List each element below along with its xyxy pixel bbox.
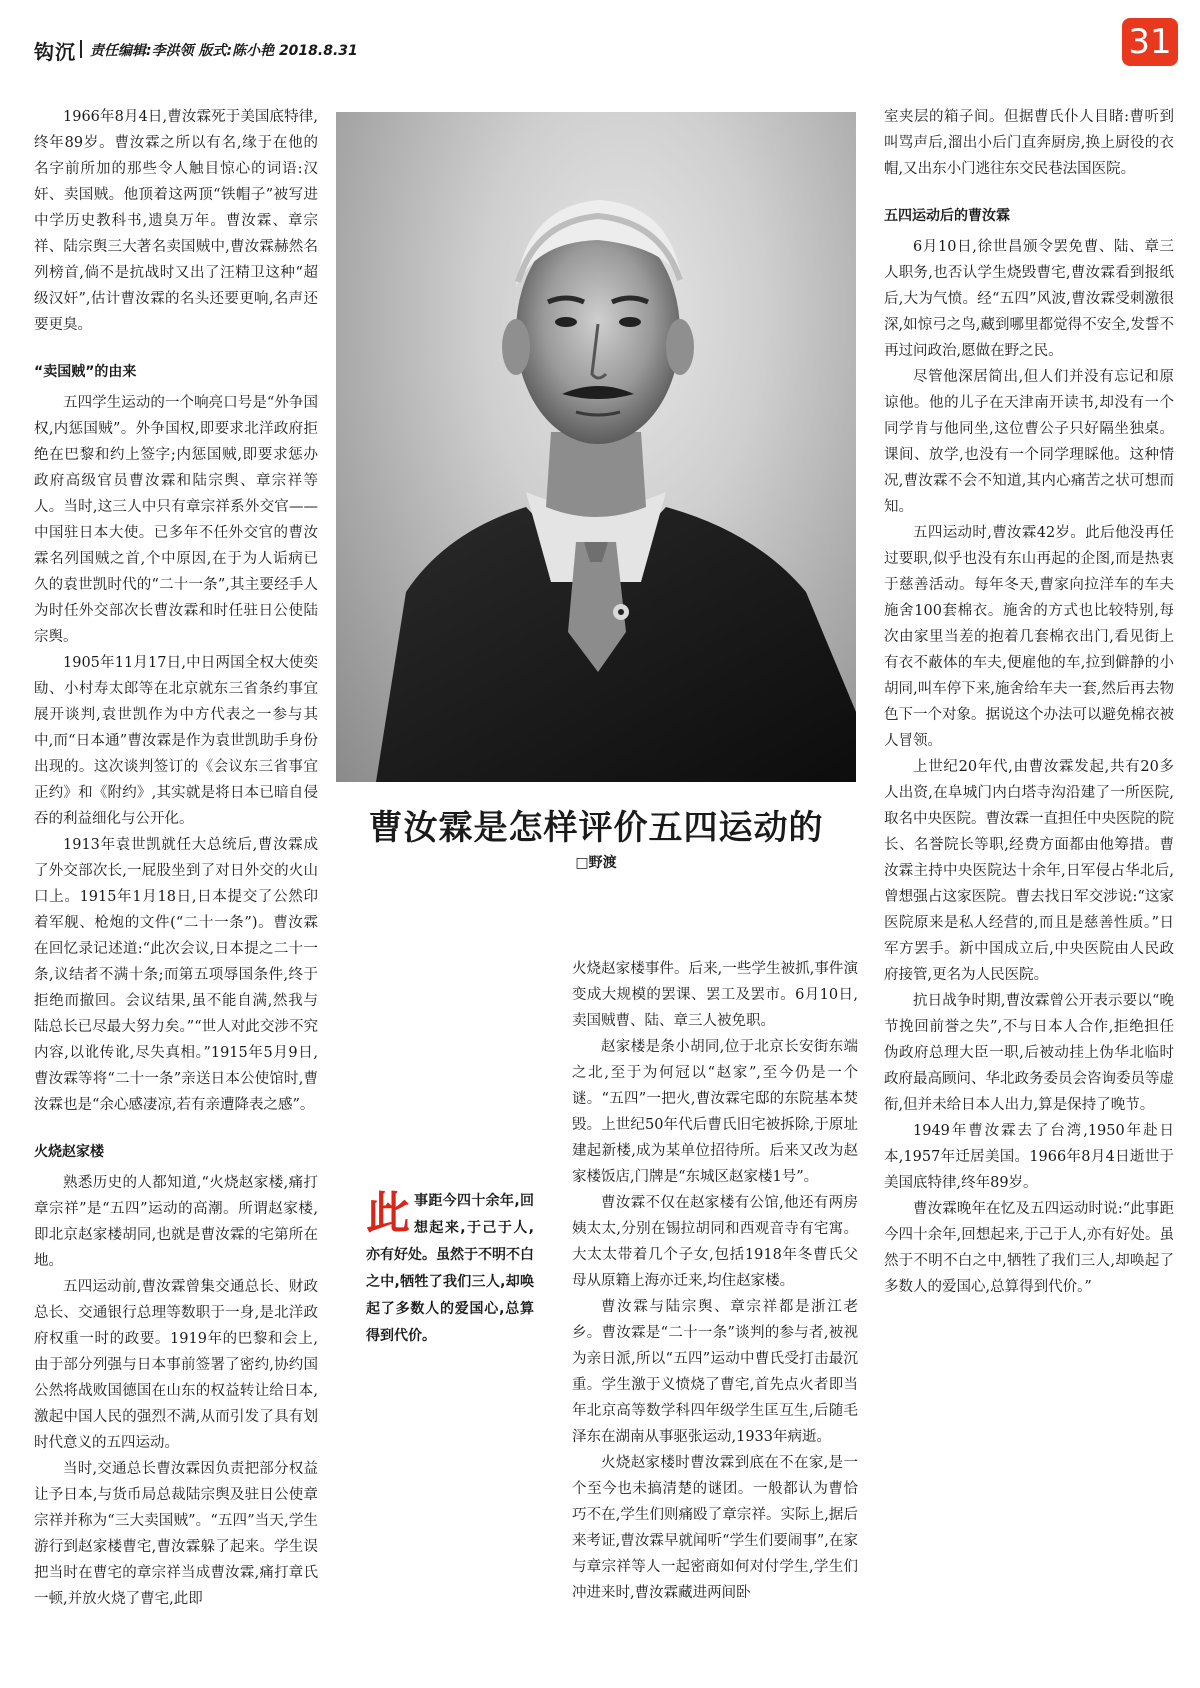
paragraph: 火烧赵家楼时曹汝霖到底在不在家,是一个至今也未搞清楚的谜团。一般都认为曹恰巧不在,学生们则痛殴了章宗祥。实际上,据后来考证,曹汝霖早就闻听“学生们要闹事”,在家与章宗祥等人一起密商如何对付学生,学生们冲进来时,曹汝霖藏进两间卧 [572, 1455, 858, 1601]
paragraph: 室夹层的箱子间。但据曹氏仆人目睹:曹听到叫骂声后,溜出小后门直奔厨房,换上厨役的衣帽,又出东小门逃往东交民巷法国医院。 [884, 109, 1174, 177]
section-heading: 五四运动后的曹汝霖 [884, 208, 1010, 224]
column-4 [884, 104, 1174, 1354]
paragraph: 1949年曹汝霖去了台湾,1950年赴日本,1957年迁居美国。1966年8月4日逝世于美国底特律,终年89岁。 [884, 1123, 1174, 1191]
paragraph: 火烧赵家楼事件。后来,一些学生被抓,事件演变成大规模的罢课、罢工及罢市。6月10日,卖国贼曹、陆、章三人被免职。 [572, 961, 858, 1029]
section-heading: 火烧赵家楼 [34, 1144, 104, 1160]
paragraph: 赵家楼是条小胡同,位于北京长安街东端之北,至于为何冠以“赵家”,至今仍是一个谜。“五四”一把火,曹汝霖宅邸的东院基本焚毁。上世纪50年代后曹氏旧宅被拆除,于原址建起新楼,成为某单位招待所。后来又改为赵家楼饭店,门牌是“东城区赵家楼1号”。 [572, 1039, 858, 1185]
section-heading: “卖国贼”的由来 [34, 364, 137, 380]
column-1 [34, 104, 318, 1684]
paragraph: 6月10日,徐世昌颁令罢免曹、陆、章三人职务,也否认学生烧毁曹宅,曹汝霖看到报纸后,大为气愤。经“五四”风波,曹汝霖受刺激很深,如惊弓之鸟,藏到哪里都觉得不安全,发誓不再过问政治,愿做在野之民。 [884, 239, 1174, 359]
article-byline: □野渡 [575, 855, 617, 871]
page-number: 31 [1122, 18, 1178, 66]
pull-quote [366, 1188, 534, 1350]
column-3 [572, 956, 858, 1684]
paragraph: 五四运动前,曹汝霖曾集交通总长、财政总长、交通银行总理等数职于一身,是北洋政府权重一时的政要。1919年的巴黎和会上,由于部分列强与日本事前签署了密约,协约国公然将战败国德国在山东的权益转让给日本,激起中国人民的强烈不满,从而引发了具有划时代意义的五四运动。 [34, 1279, 318, 1451]
portrait-illustration [336, 112, 856, 782]
paragraph: 1905年11月17日,中日两国全权大使奕劻、小村寿太郎等在北京就东三省条约事宜展开谈判,袁世凯作为中方代表之一参与其中,而“日本通”曹汝霖是作为袁世凯助手身份出现的。这次谈判签订的《会议东三省事宜正约》和《附约》,其实就是将日本已暗自侵吞的利益细化与公开化。 [34, 655, 318, 827]
column-name: 钩沉 [34, 40, 76, 64]
header-divider [80, 40, 82, 58]
paragraph: 曹汝霖与陆宗舆、章宗祥都是浙江老乡。曹汝霖是“二十一条”谈判的参与者,被视为亲日派,所以“五四”运动中曹氏受打击最沉重。学生激于义愤烧了曹宅,首先点火者即当年北京高等数学科四年级学生匡互生,后随毛泽东在湖南从事驱张运动,1933年病逝。 [572, 1299, 858, 1445]
paragraph: 1913年袁世凯就任大总统后,曹汝霖成了外交部次长,一屁股坐到了对日外交的火山口上。1915年1月18日,日本提交了公然印着军舰、枪炮的文件(“二十一条”)。曹汝霖在回忆录记述道:“此次会议,日本提之二十一条,议结者不满十条;而第五项辱国条件,终于拒绝而撤回。会议结果,虽不能自满,然我与陆总长已尽最大努力矣。”“世人对此交涉不究内容,以讹传讹,尽失真相。”1915年5月9日,曹汝霖等将“二十一条”亲送日本公使馆时,曹汝霖也是“余心感凄凉,若有亲遭降表之感”。 [34, 837, 318, 1113]
pull-quote-text: 事距今四十余年,回想起来,于己于人,亦有好处。虽然于不明不白之中,牺牲了我们三人,却唤起了多数人的爱国心,总算得到代价。 [366, 1193, 534, 1344]
paragraph: 曹汝霖不仅在赵家楼有公馆,他还有两房姨太太,分别在锡拉胡同和西观音寺有宅寓。大太太带着几个子女,包括1918年冬曹氏父母从原籍上海亦迁来,均住赵家楼。 [572, 1195, 858, 1289]
dropcap: 此 [366, 1188, 410, 1239]
paragraph: 五四运动时,曹汝霖42岁。此后他没再任过要职,似乎也没有东山再起的企图,而是热衷于慈善活动。每年冬天,曹家向拉洋车的车夫施舍100套棉衣。施舍的方式也比较特别,每次由家里当差的抱着几套棉衣出门,看见街上有衣不蔽体的车夫,便雇他的车,拉到僻静的小胡同,叫车停下来,施舍给车夫一套,然后再去物色下一个对象。据说这个办法可以避免棉衣被人冒领。 [884, 525, 1174, 749]
page-header [34, 36, 1174, 64]
editor-credits: 责任编辑:李洪领 版式:陈小艳 2018.8.31 [90, 43, 358, 59]
paragraph: 五四学生运动的一个响亮口号是“外争国权,内惩国贼”。外争国权,即要求北洋政府拒绝在巴黎和约上签字;内惩国贼,即要求惩办政府高级官员曹汝霖和陆宗舆、章宗祥等人。当时,这三人中只有章宗祥系外交官——中国驻日本大使。已多年不任外交官的曹汝霖名列国贼之首,个中原因,在于为人诟病已久的袁世凯时代的“二十一条”,其主要经手人为时任外交部次长曹汝霖和时任驻日公使陆宗舆。 [34, 395, 318, 645]
paragraph: 熟悉历史的人都知道,“火烧赵家楼,痛打章宗祥”是“五四”运动的高潮。所谓赵家楼,即北京赵家楼胡同,也就是曹汝霖的宅第所在地。 [34, 1175, 318, 1269]
article-title: 曹汝霖是怎样评价五四运动的 [368, 808, 824, 848]
paragraph: 尽管他深居简出,但人们并没有忘记和原谅他。他的儿子在天津南开读书,却没有一个同学肯与他同坐,这位曹公子只好隔坐独桌。课间、放学,也没有一个同学理睬他。这种情况,曹汝霖不会不知道,其内心痛苦之状可想而知。 [884, 369, 1174, 515]
paragraph: 1966年8月4日,曹汝霖死于美国底特律,终年89岁。曹汝霖之所以有名,缘于在他的名字前所加的那些令人触目惊心的词语:汉奸、卖国贼。他顶着这两顶“铁帽子”被写进中学历史教科书,遗臭万年。曹汝霖、章宗祥、陆宗舆三大著名卖国贼中,曹汝霖赫然名列榜首,倘不是抗战时又出了汪精卫这种“超级汉奸”,估计曹汝霖的名头还要更响,名声还要更臭。 [34, 109, 318, 333]
paragraph: 当时,交通总长曹汝霖因负责把部分权益让予日本,与货币局总裁陆宗舆及驻日公使章宗祥并称为“三大卖国贼”。“五四”当天,学生游行到赵家楼曹宅,曹汝霖躲了起来。学生误把当时在曹宅的章宗祥当成曹汝霖,痛打章氏一顿,并放火烧了曹宅,此即 [34, 1461, 318, 1607]
paragraph: 上世纪20年代,由曹汝霖发起,共有20多人出资,在阜城门内白塔寺沟沿建了一所医院,取名中央医院。曹汝霖一直担任中央医院的院长、名誉院长等职,经费方面都由他筹措。曹汝霖主持中央医院达十余年,日军侵占华北后,曾想强占这家医院。曹去找日军交涉说:“这家医院原来是私人经营的,而且是慈善性质。”日军方罢手。新中国成立后,中央医院由人民政府接管,更名为人民医院。 [884, 759, 1174, 983]
paragraph: 曹汝霖晚年在忆及五四运动时说:“此事距今四十余年,回想起来,于己于人,亦有好处。虽然于不明不白之中,牺牲了我们三人,却唤起了多数人的爱国心,总算得到代价。” [884, 1201, 1174, 1295]
portrait-photo [336, 112, 856, 782]
paragraph: 抗日战争时期,曹汝霖曾公开表示要以“晚节挽回前誉之失”,不与日本人合作,拒绝担任伪政府总理大臣一职,后被动挂上伪华北临时政府最高顾问、华北政务委员会咨询委员等虚衔,但并未给日本人出力,算是保持了晚节。 [884, 993, 1174, 1113]
